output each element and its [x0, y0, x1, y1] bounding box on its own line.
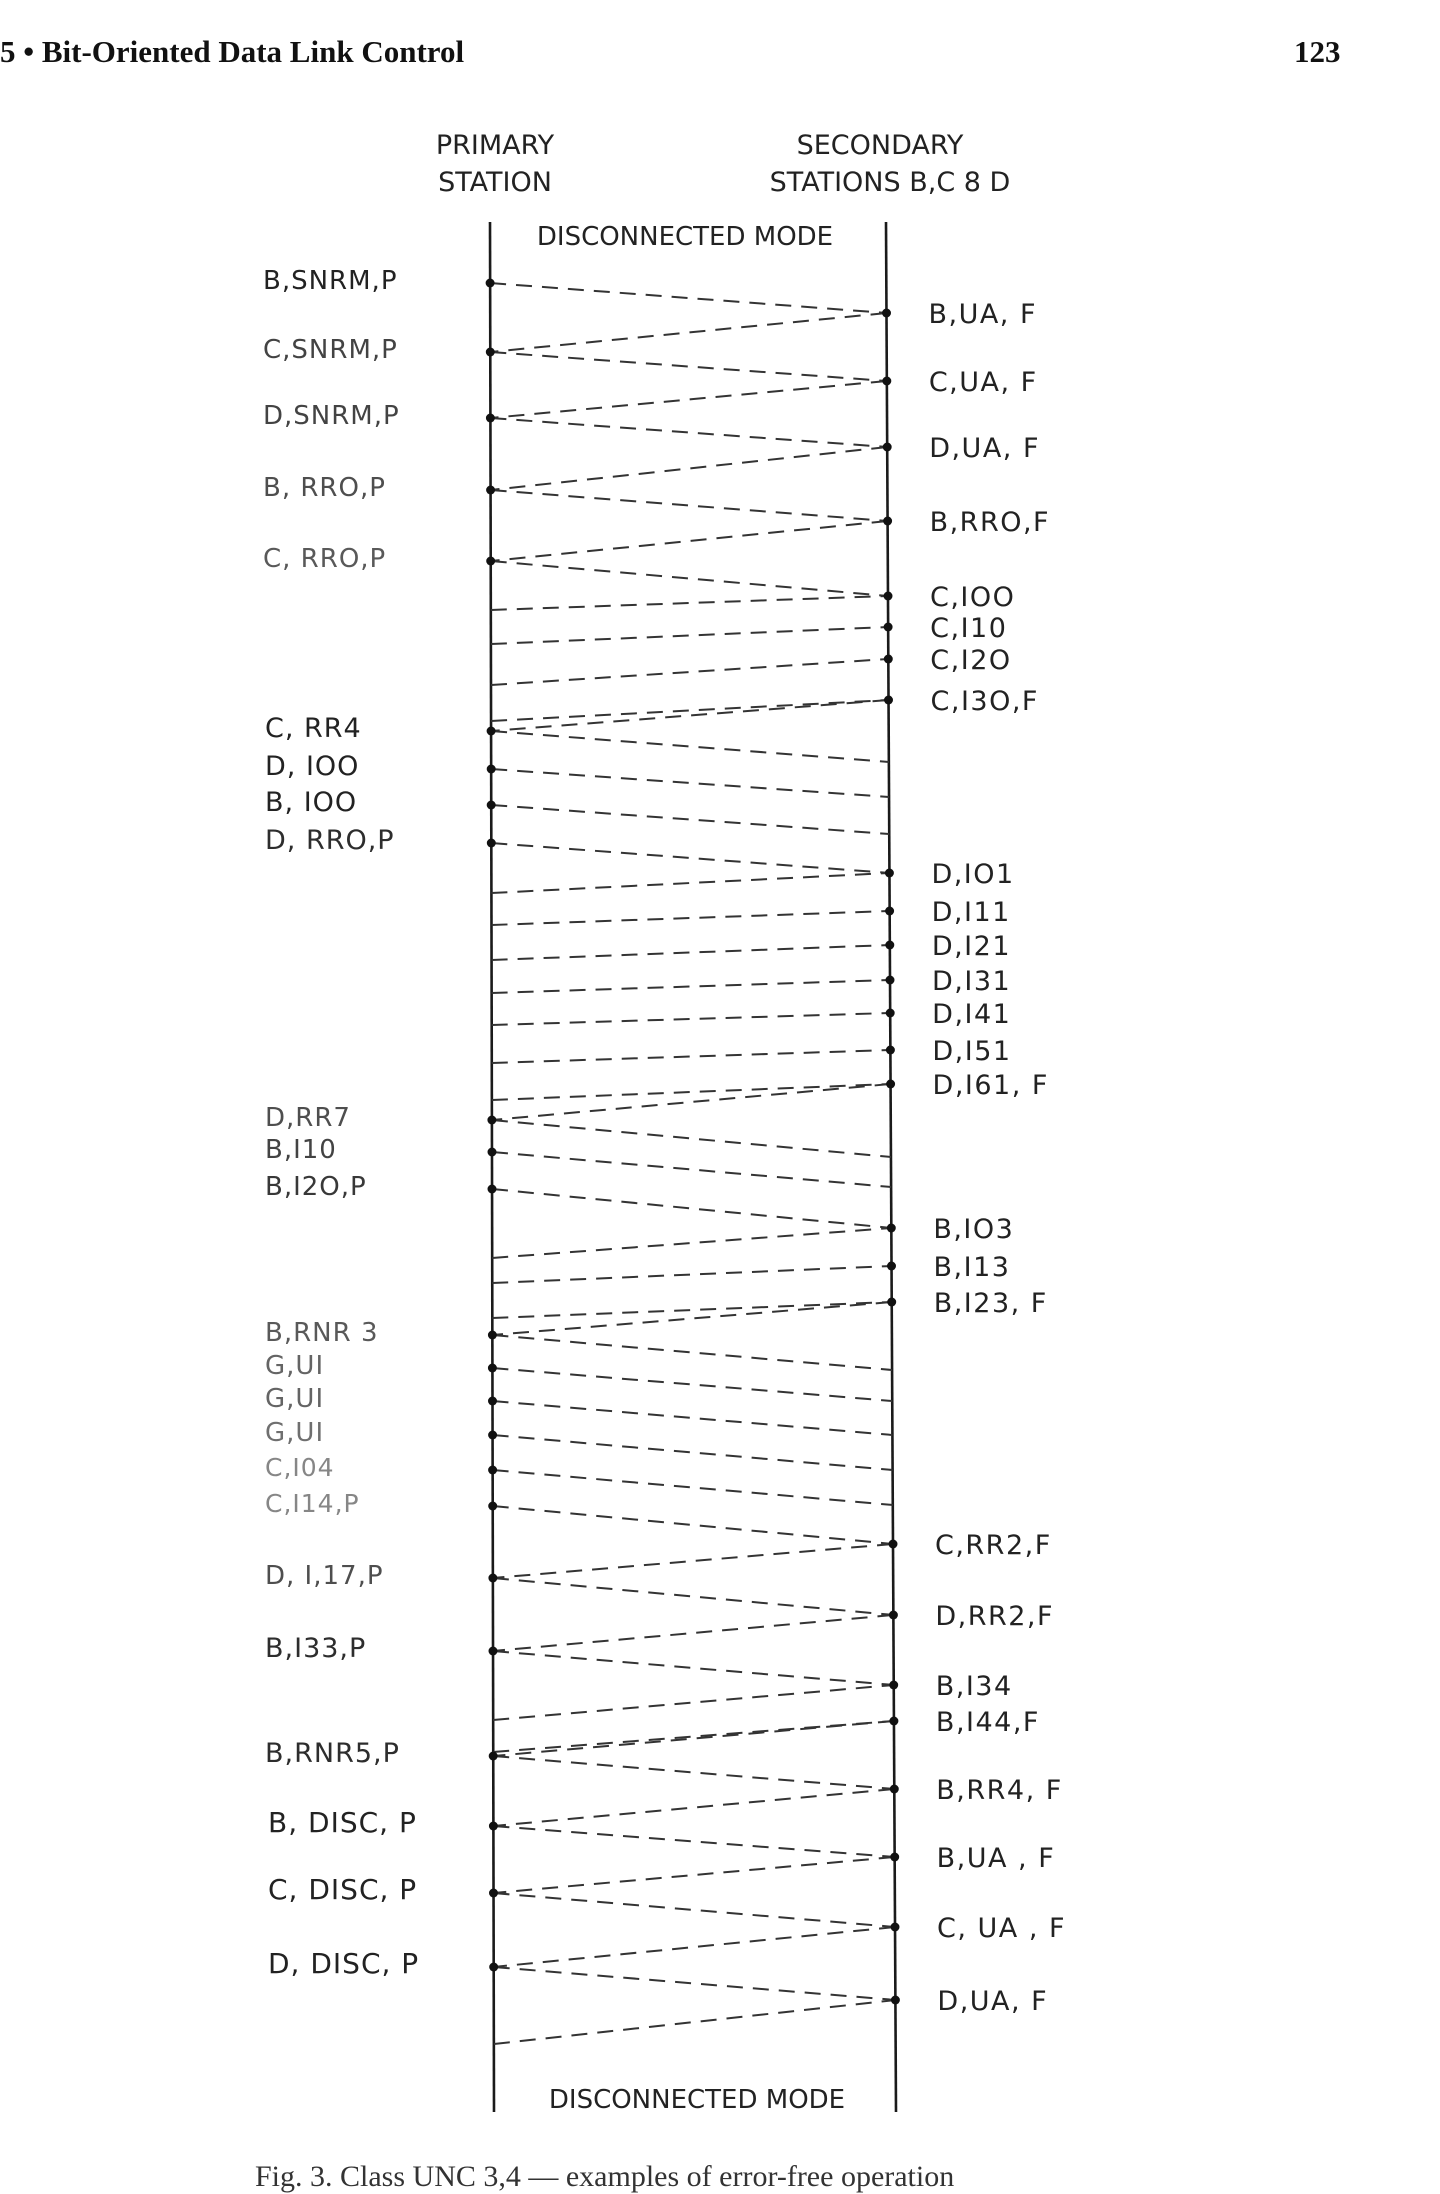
primary-event-dot: [488, 1397, 497, 1406]
secondary-title-line1: SECONDARY: [796, 130, 964, 161]
secondary-event-dot: [884, 696, 893, 705]
secondary-label: B,RRO,F: [929, 507, 1051, 538]
message-arrow: [492, 980, 890, 993]
message-arrow: [492, 1368, 892, 1401]
secondary-event-dot: [887, 1262, 896, 1271]
message-arrow: [492, 1302, 891, 1335]
bottom-mode-label: DISCONNECTED MODE: [548, 2085, 846, 2115]
secondary-event-dot: [891, 1923, 900, 1932]
secondary-event-dot: [889, 1717, 898, 1726]
primary-label: B,RNR 3: [265, 1318, 379, 1348]
primary-event-dot: [489, 1963, 498, 1972]
message-arrow: [493, 1651, 894, 1685]
message-arrow: [493, 1435, 893, 1470]
secondary-label: C,I2O: [930, 645, 1012, 676]
primary-label: C, RRO,P: [263, 544, 387, 574]
primary-label: G,UI: [265, 1351, 325, 1381]
secondary-event-dot: [885, 869, 894, 878]
message-arrow: [493, 1401, 893, 1435]
secondary-event-dot: [887, 1298, 896, 1307]
figure-caption: Fig. 3. Class UNC 3,4 — examples of error-free operation: [255, 2160, 955, 2193]
secondary-label: D,IO1: [931, 859, 1015, 890]
top-mode-label: DISCONNECTED MODE: [536, 222, 834, 252]
primary-event-dot: [488, 1574, 497, 1583]
primary-label: B,I33,P: [265, 1633, 367, 1664]
primary-label: G,UI: [265, 1384, 325, 1414]
message-arrow: [492, 1084, 891, 1120]
message-arrow: [490, 283, 886, 313]
primary-event-dot: [487, 1116, 496, 1125]
primary-event-dot: [486, 414, 495, 423]
secondary-label: B,I23, F: [933, 1288, 1048, 1319]
message-arrow: [491, 596, 888, 610]
primary-label: D, DISC, P: [268, 1947, 420, 1980]
secondary-label: D,I21: [931, 931, 1012, 962]
secondary-timeline: [886, 222, 896, 2112]
message-arrow: [492, 1266, 891, 1283]
secondary-label: B,RR4, F: [936, 1775, 1063, 1806]
secondary-event-dot: [883, 517, 892, 526]
secondary-label: C, UA , F: [937, 1913, 1067, 1944]
secondary-title-line2: STATIONS B,C 8 D: [769, 167, 1011, 198]
primary-event-dot: [487, 765, 496, 774]
message-arrow: [493, 1470, 893, 1505]
message-arrow: [493, 1578, 894, 1615]
primary-label: C, RR4: [265, 713, 362, 744]
message-arrow: [490, 381, 886, 418]
secondary-event-dot: [886, 1009, 895, 1018]
message-arrow: [492, 945, 890, 960]
secondary-event-dot: [889, 1681, 898, 1690]
primary-event-dot: [488, 1331, 497, 1340]
message-arrow: [494, 1857, 895, 1893]
secondary-label: B,I13: [933, 1252, 1011, 1283]
primary-event-dot: [488, 1148, 497, 1157]
primary-label: D,SNRM,P: [263, 401, 400, 431]
primary-event-dot: [486, 486, 495, 495]
message-arrow: [490, 352, 887, 381]
message-arrow: [494, 2000, 896, 2044]
primary-event-dot: [488, 1364, 497, 1373]
secondary-event-dot: [889, 1611, 898, 1620]
message-arrow: [493, 1789, 894, 1826]
message-arrow: [494, 1893, 896, 1927]
primary-event-dot: [489, 1822, 498, 1831]
primary-label: B,SNRM,P: [263, 266, 398, 296]
secondary-event-dot: [882, 309, 891, 318]
primary-label: B,RNR5,P: [265, 1738, 400, 1769]
secondary-event-dot: [885, 941, 894, 950]
primary-event-dot: [487, 839, 496, 848]
secondary-event-dot: [883, 443, 892, 452]
secondary-label: C,RR2,F: [934, 1530, 1052, 1561]
secondary-event-dot: [886, 1046, 895, 1055]
primary-label: C, DISC, P: [268, 1873, 418, 1906]
primary-title-line2: STATION: [438, 167, 552, 198]
message-arrow: [492, 1189, 891, 1228]
secondary-label: C,UA, F: [928, 367, 1038, 398]
primary-label: B, DISC, P: [268, 1806, 417, 1839]
secondary-label: C,I3O,F: [930, 686, 1039, 717]
primary-event-dot: [488, 1502, 497, 1511]
message-arrow: [492, 1084, 891, 1100]
message-arrow: [492, 911, 890, 925]
primary-label: D, I,17,P: [265, 1561, 384, 1591]
secondary-label: C,IOO: [929, 582, 1016, 613]
secondary-label: B,IO3: [933, 1214, 1015, 1245]
message-arrow: [491, 731, 889, 762]
message-arrow: [491, 843, 889, 873]
primary-label: G,UI: [265, 1418, 325, 1448]
secondary-event-dot: [890, 1853, 899, 1862]
message-arrow: [491, 805, 889, 834]
primary-event-dot: [486, 557, 495, 566]
secondary-label: D,I51: [932, 1036, 1012, 1067]
message-arrow: [492, 1228, 891, 1258]
secondary-label: D,UA, F: [929, 433, 1041, 464]
message-arrow: [491, 490, 888, 521]
primary-label: D, IOO: [265, 751, 360, 782]
message-arrow: [493, 1756, 894, 1789]
primary-event-dot: [487, 727, 496, 736]
message-arrow: [492, 1120, 891, 1157]
message-arrow: [492, 1050, 891, 1063]
primary-event-dot: [488, 1466, 497, 1475]
secondary-label: D,RR2,F: [935, 1601, 1055, 1632]
message-arrow: [492, 1302, 891, 1318]
secondary-label: D,UA, F: [937, 1986, 1049, 2017]
primary-label: B,I10: [265, 1135, 337, 1165]
secondary-label: C,I10: [930, 613, 1008, 644]
message-arrow: [492, 1013, 891, 1025]
message-arrow: [491, 447, 888, 490]
secondary-label: D,I11: [931, 897, 1011, 928]
primary-event-dot: [489, 1647, 498, 1656]
primary-label: C,I14,P: [265, 1489, 360, 1518]
message-arrow: [493, 1506, 893, 1544]
secondary-event-dot: [882, 377, 891, 386]
secondary-event-dot: [884, 592, 893, 601]
primary-event-dot: [487, 801, 496, 810]
message-arrow: [493, 1615, 893, 1651]
primary-event-dot: [486, 348, 495, 357]
secondary-label: B,UA, F: [928, 299, 1038, 330]
secondary-event-dot: [886, 976, 895, 985]
primary-event-dot: [489, 1889, 498, 1898]
secondary-event-dot: [891, 1996, 900, 2005]
message-arrow: [491, 700, 888, 721]
primary-event-dot: [489, 1752, 498, 1761]
primary-event-dot: [488, 1431, 497, 1440]
primary-title-line1: PRIMARY: [435, 130, 555, 161]
secondary-event-dot: [885, 907, 894, 916]
message-arrow: [493, 1826, 894, 1857]
message-arrow: [494, 1927, 895, 1967]
secondary-event-dot: [887, 1224, 896, 1233]
secondary-event-dot: [886, 1080, 895, 1089]
secondary-label: B,I34: [935, 1671, 1013, 1702]
message-arrow: [491, 700, 888, 731]
secondary-event-dot: [889, 1540, 898, 1549]
message-arrow: [491, 561, 888, 596]
secondary-label: B,I44,F: [935, 1707, 1040, 1738]
secondary-label: D,I61, F: [932, 1070, 1049, 1101]
secondary-event-dot: [884, 623, 893, 632]
primary-event-dot: [488, 1185, 497, 1194]
message-arrow: [491, 659, 888, 685]
message-arrow: [491, 873, 889, 893]
primary-label: C,SNRM,P: [263, 335, 398, 365]
primary-label: C,I04: [265, 1453, 335, 1482]
message-arrow: [491, 769, 889, 797]
primary-label: B, RRO,P: [263, 473, 386, 503]
primary-label: B,I2O,P: [265, 1172, 367, 1202]
primary-label: B, IOO: [265, 787, 358, 818]
primary-label: D, RRO,P: [265, 825, 395, 856]
page-number: 123: [1294, 34, 1341, 69]
message-arrow: [492, 1152, 891, 1187]
message-arrow: [491, 521, 888, 561]
running-head: 5 • Bit-Oriented Data Link Control: [0, 34, 465, 69]
secondary-label: B,UA , F: [936, 1843, 1056, 1874]
message-arrow: [490, 313, 886, 352]
message-arrow: [493, 1685, 894, 1720]
message-arrow: [493, 1544, 893, 1578]
secondary-label: D,I41: [932, 999, 1012, 1030]
primary-event-dot: [486, 279, 495, 288]
message-arrow: [492, 1335, 892, 1370]
primary-label: D,RR7: [265, 1103, 351, 1133]
message-arrow: [493, 1721, 894, 1756]
message-arrow: [491, 627, 888, 644]
secondary-event-dot: [884, 655, 893, 664]
secondary-event-dot: [890, 1785, 899, 1794]
message-arrow: [494, 1967, 896, 2000]
message-arrow: [490, 418, 887, 447]
secondary-label: D,I31: [932, 966, 1012, 997]
